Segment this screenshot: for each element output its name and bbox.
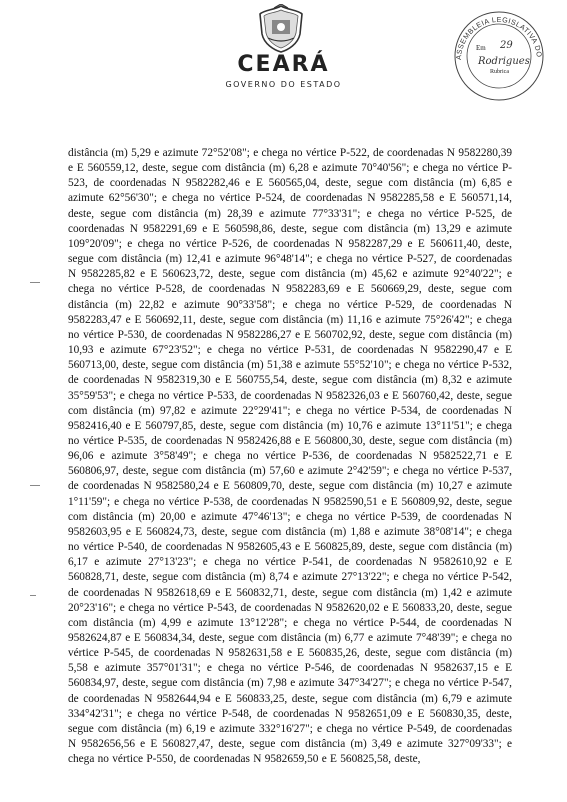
stamp-date-label: Em — [476, 44, 486, 52]
stamp-handwriting: Rodrigues — [478, 56, 530, 67]
brand-name: CEARÁ — [237, 52, 330, 77]
svg-text:ASSEMBLEIA LEGISLATIVA DO CEAR — [444, 6, 544, 60]
protocol-stamp — [444, 6, 554, 116]
stamp-ring-text: ASSEMBLEIA LEGISLATIVA DO — [453, 14, 544, 61]
margin-mark — [30, 485, 40, 486]
stamp-date-value: 29 — [500, 40, 513, 51]
state-crest-icon — [258, 4, 304, 54]
margin-mark — [30, 282, 40, 283]
brand-subtitle: GOVERNO DO ESTADO — [225, 80, 342, 89]
margin-mark — [30, 595, 36, 596]
body-paragraph: distância (m) 5,29 e azimute 72°52'08"; e chega no vértice P-522, de coordenadas N 9582280,39 e E 560559,12, deste, segue com distância (m) 6,28 e azimute 70°40'56"; e chega no vértice P-523, de coordenadas N 9582282,46 e E 560565,04, deste, segue com distância (m) 6,85 e azimute 62°56'30"; e chega no vértice P-524, de coordenadas N 9582285,58 e E 560571,14, deste, segue com distância (m) 28,39 e azimute 77°33'31"; e chega no vértice P-525, de coordenadas N 9582291,69 e E 560598,86, deste, segue com distância (m) 13,29 e azimute 109°20'09"; e chega no vértice P-526, de coordenadas N 9582287,29 e E 560611,40, deste, segue com distância (m) 12,41 e azimute 96°48'14"; e chega no vértice P-527, de coordenadas N 9582285,82 e E 560623,72, deste, segue com distância (m) 45,62 e azimute 92°40'22"; e chega no vértice P-528, de coordenadas N 9582283,69 e E 560669,29, deste, segue com distância (m) 22,82 e azimute 90°33'58"; e chega no vértice P-529, de coordenadas N 9582283,47 e E 560692,11, deste, segue com distância (m) 11,16 e azimute 75°26'42"; e chega no vértice P-530, de coordenadas N 9582286,27 e E 560702,92, deste, segue com distância (m) 10,93 e azimute 67°23'52"; e chega no vértice P-531, de coordenadas N 9582290,47 e E 560713,00, deste, segue com distância (m) 51,38 e azimute 55°52'10"; e chega no vértice P-532, de coordenadas N 9582319,30 e E 560755,54, deste, segue com distância (m) 8,32 e azimute 35°59'53"; e chega no vértice P-533, de coordenadas N 9582326,03 e E 560760,42, deste, segue com distância (m) 97,82 e azimute 22°29'41"; e chega no vértice P-534, de coordenadas N 9582416,40 e E 560797,85, deste, segue com distância (m) 10,76 e azimute 13°11'51"; e chega no vértice P-535, de coordenadas N 9582426,88 e E 560800,30, deste, segue com distância (m) 96,06 e azimute 3°58'49"; e chega no vértice P-536, de coordenadas N 9582522,71 e E 560806,97, deste, segue com distância (m) 57,60 e azimute 2°42'59"; e chega no vértice P-537, de coordenadas N 9582580,24 e E 560809,70, deste, segue com distância (m) 10,27 e azimute 1°11'59"; e chega no vértice P-538, de coordenadas N 9582590,51 e E 560809,92, deste, segue com distância (m) 20,00 e azimute 47°46'13"; e chega no vértice P-539, de coordenadas N 9582603,95 e E 560824,73, deste, segue com distância (m) 1,88 e azimute 38°08'14"; e chega no vértice P-540, de coordenadas N 9582605,43 e E 560825,89, deste, segue com distância (m) 6,17 e azimute 27°13'23"; e chega no vértice P-541, de coordenadas N 9582610,92 e E 560828,71, deste, segue com distância (m) 8,74 e azimute 27°13'22"; e chega no vértice P-542, de coordenadas N 9582618,69 e E 560832,71, deste, segue com distância (m) 1,42 e azimute 20°23'16"; e chega no vértice P-543, de coordenadas N 9582620,02 e E 560833,20, deste, segue com distância (m) 4,99 e azimute 13°12'28"; e chega no vértice P-544, de coordenadas N 9582624,87 e E 560834,34, deste, segue com distância (m) 6,77 e azimute 7°48'39"; e chega no vértice P-545, de coordenadas N 9582631,58 e E 560835,26, deste, segue com distância (m) 5,58 e azimute 357°01'31"; e chega no vértice P-546, de coordenadas N 9582637,15 e E 560834,97, deste, segue com distância (m) 7,98 e azimute 347°34'27"; e chega no vértice P-547, de coordenadas N 9582644,94 e E 560833,25, deste, segue com distância (m) 6,79 e azimute 334°42'31"; e chega no vértice P-548, de coordenadas N 9582651,09 e E 560830,35, deste, segue com distância (m) 6,19 e azimute 332°16'27"; e chega no vértice P-549, de coordenadas N 9582656,56 e E 560827,47, deste, segue com distância (m) 3,49 e azimute 327°09'33"; e chega no vértice P-550, de coordenadas N 9582659,50 e E 560825,58, deste, — [68, 147, 512, 766]
document-body — [68, 146, 512, 767]
stamp-signature-label: Rubrica — [490, 69, 509, 75]
page-header — [0, 0, 567, 110]
